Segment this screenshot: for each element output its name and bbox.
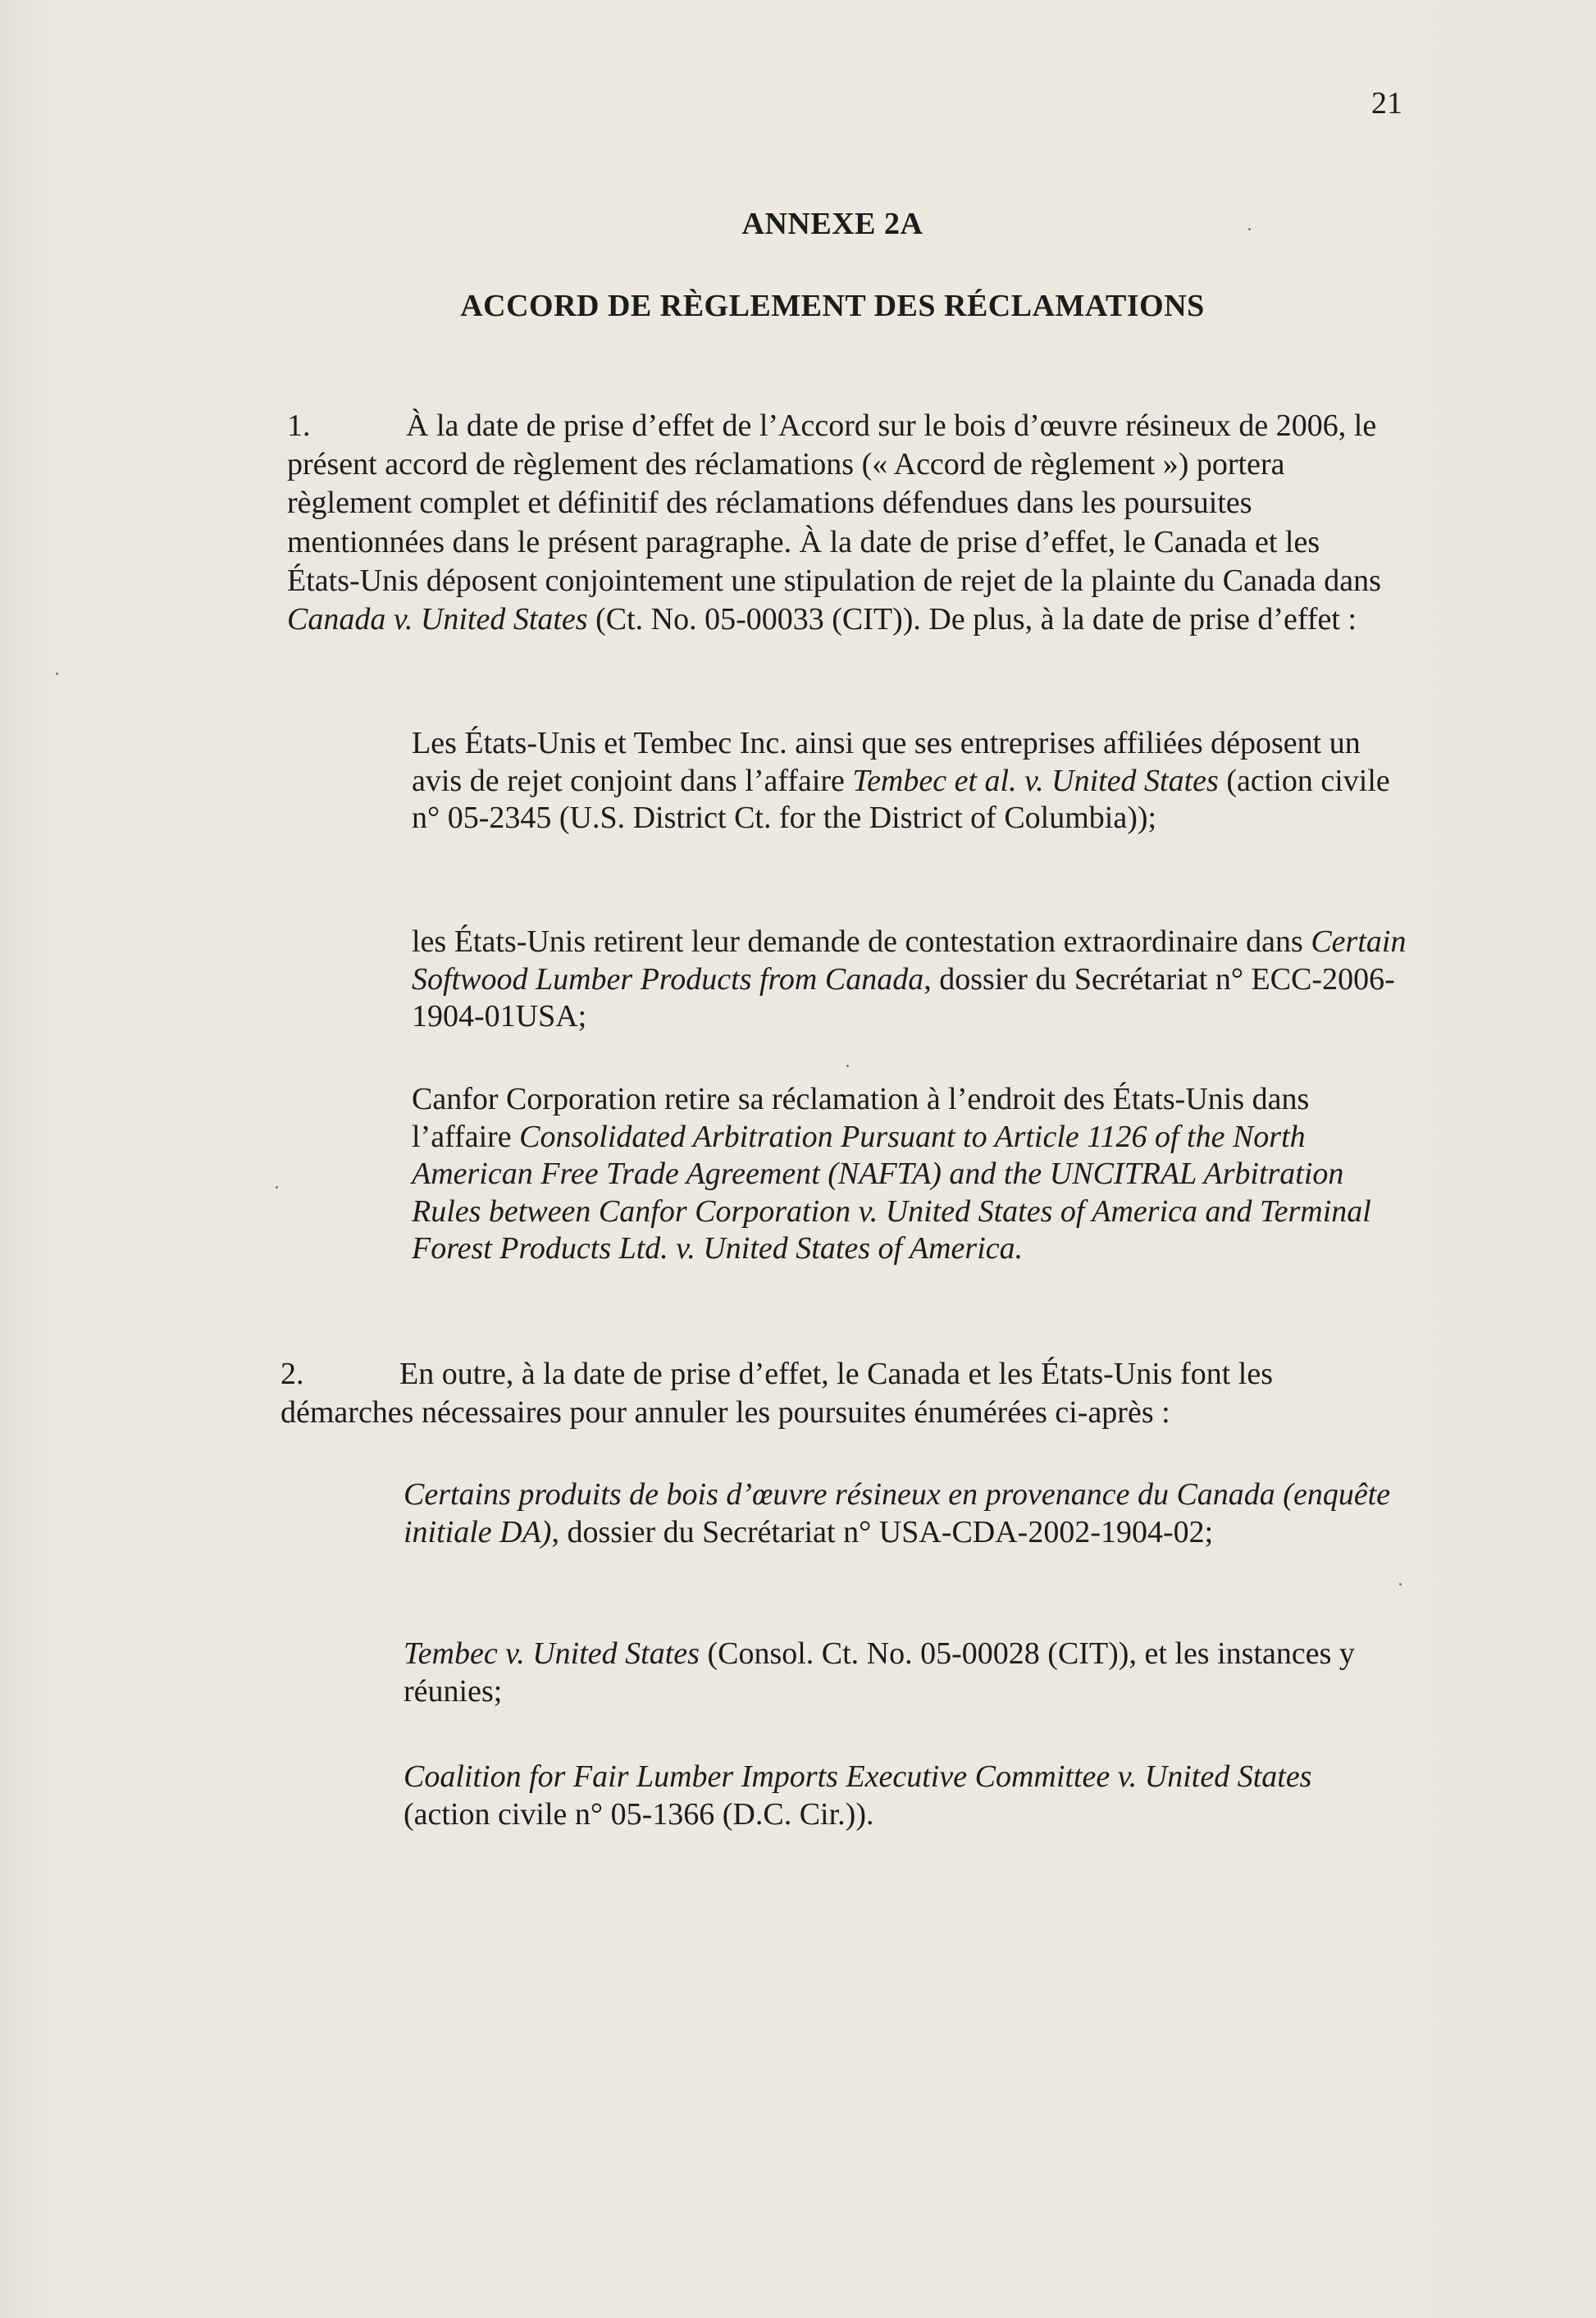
paragraph-number: 1. [287,408,311,443]
scan-speck [276,1186,278,1189]
paragraph-number: 2. [280,1357,304,1391]
sub-item-text: (action civile n° 05-2345 (U.S. District Ct. for the District of Columbia)); [412,763,1390,835]
sub-item [412,924,1412,1036]
sub-item [404,1636,1404,1710]
sub-item [404,1476,1404,1551]
sub-item [412,725,1412,837]
paragraph-text: À la date de prise d’effet de l’Accord sur le bois d’œuvre résineux de 2006, le présent accord de règlement des réclamations (« Accord de règlement ») portera règlement complet et définitif des réclamations défendues dans les poursuites mentionnées dans le présent paragraphe. À la date de prise d’effet, le Canada et les États-Unis déposent conjointement une stipulation de rejet de la plainte du Canada dans [287,408,1381,598]
case-name: Tembec et al. v. United States [852,763,1219,798]
scan-speck [56,673,58,675]
sub-item-text: les États-Unis retirent leur demande de contestation extraordinaire dans [412,924,1311,959]
sub-item-text: , dossier du Secrétariat n° USA-CDA-2002-1904-02; [551,1514,1214,1549]
case-name: Certains produits de bois d’œuvre résineux en provenance du Canada (enquête initiale DA) [404,1477,1391,1549]
page-number: 21 [1371,86,1402,121]
scan-speck [1248,228,1251,230]
paragraph-text: En outre, à la date de prise d’effet, le Canada et les États-Unis font les démarches nécessaires pour annuler les poursuites énumérées ci-après : [280,1357,1274,1430]
case-name: Certain Softwood Lumber Products from Canada [412,924,1407,997]
sub-item [412,1081,1412,1268]
paragraph-1 [287,407,1386,639]
paragraph-2 [280,1355,1388,1432]
sub-item-text: Les États-Unis et Tembec Inc. ainsi que ses entreprises affiliées déposent un avis de rejet conjoint dans l’affaire [412,726,1361,798]
sub-item-text: (Consol. Ct. No. 05-00028 (CIT)), et les instances y réunies; [404,1636,1355,1709]
case-name: Canada v. United States [287,602,588,637]
paragraph-text: (Ct. No. 05-00033 (CIT)). De plus, à la date de prise d’effet : [587,602,1357,637]
case-name: Tembec v. United States [404,1636,700,1671]
case-name: Consolidated Arbitration Pursuant to Article 1126 of the North American Free Trade Agreement (NAFTA) and the UNCITRAL Arbitration Rules between Canfor Corporation v. United States of America and Terminal Forest Products Ltd. v. United States of America. [412,1119,1371,1266]
sub-item [404,1759,1404,1833]
sub-item-text: Canfor Corporation retire sa réclamation à l’endroit des États-Unis dans l’affaire [412,1082,1310,1154]
annex-heading: ANNEXE 2A [741,207,923,241]
document-title: ACCORD DE RÈGLEMENT DES RÉCLAMATIONS [460,289,1205,323]
scan-speck [1399,1583,1402,1586]
sub-item-text: , dossier du Secrétariat n° ECC-2006-1904-01USA; [412,961,1395,1034]
case-name: Coalition for Fair Lumber Imports Executive Committee v. United States [404,1759,1312,1794]
sub-item-text: (action civile n° 05-1366 (D.C. Cir.)). [404,1796,874,1832]
scan-speck [846,1065,849,1067]
